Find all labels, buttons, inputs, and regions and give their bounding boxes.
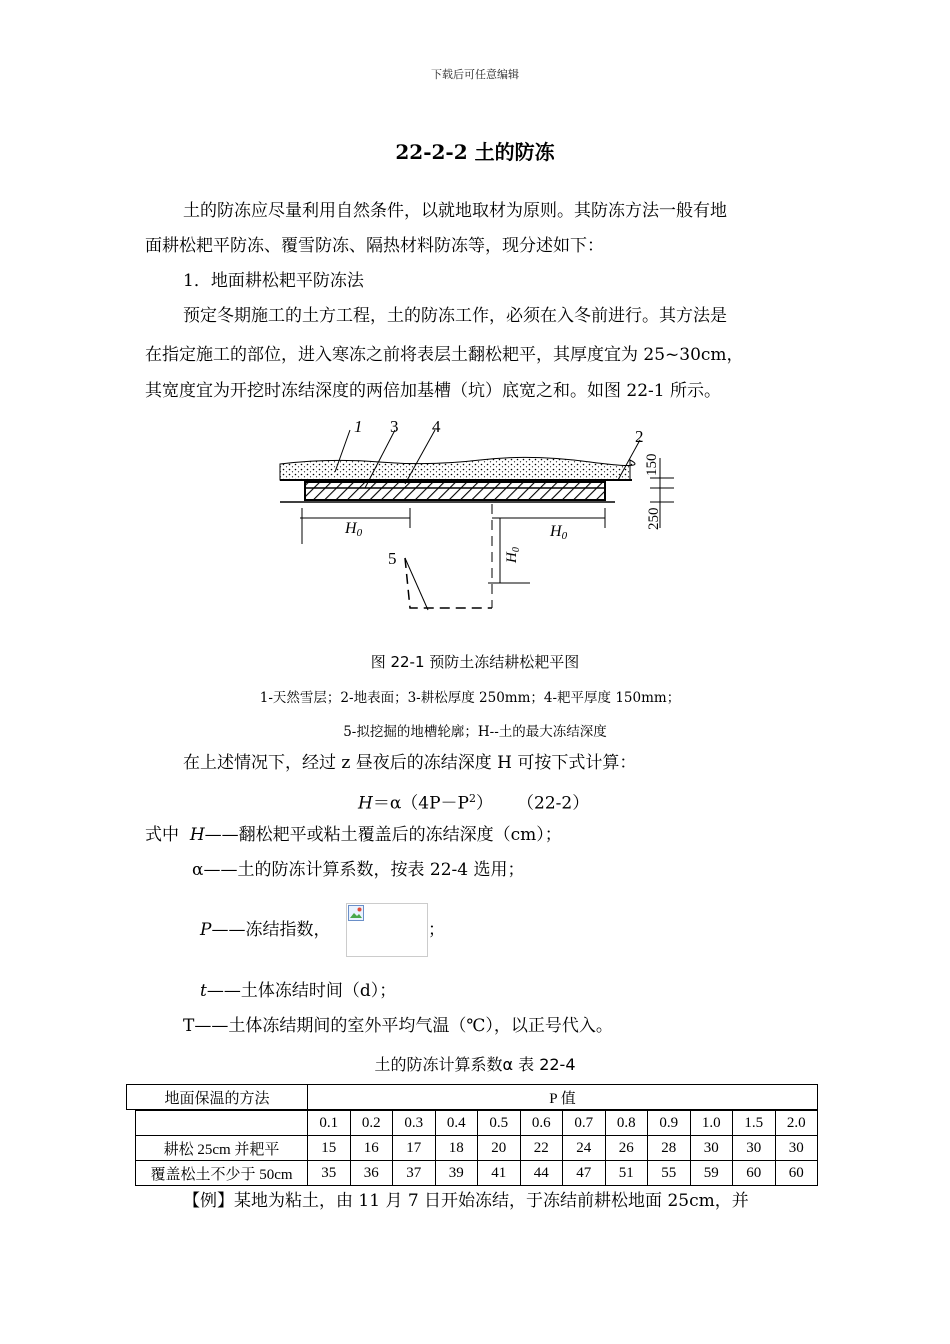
table-cell: 22 [520,1136,563,1161]
table-cell: 51 [605,1161,648,1186]
table-cell [136,1111,308,1136]
table-cell: 47 [563,1161,606,1186]
formula-22-2: $H=\alpha(4P-P^2)$ （22-2） [358,792,590,814]
table-cell: 1.0 [690,1111,733,1136]
snow-layer [280,457,635,480]
table-cell: 24 [563,1136,606,1161]
table-cell: 60 [733,1161,776,1186]
table-cell: 37 [393,1161,436,1186]
paragraph-calc-intro: 在上述情况下，经过 z 昼夜后的冻结深度 H 可按下式计算： [183,753,637,773]
dim-250: 250 [646,507,662,530]
table-cell: 59 [690,1161,733,1186]
table-cell: 0.8 [605,1111,648,1136]
table-cell: 0.5 [478,1111,521,1136]
paragraph-example: 【例】某地为粘土，由 11 月 7 日开始冻结，于冻结前耕松地面 25cm，并 [183,1191,749,1211]
broken-image-icon [348,905,364,921]
label-h0-left: H0 [345,520,363,539]
header-method: 地面保温的方法 [127,1085,308,1110]
paragraph-method-line1: 预定冬期施工的土方工程，土的防冻工作，必须在入冬前进行。其方法是 [183,306,727,326]
table-cell: 39 [435,1161,478,1186]
tilled-layer [305,482,605,500]
table-22-4 [135,1110,818,1186]
table-cell-method: 覆盖松土不少于 50cm [136,1161,308,1186]
label-3: 3 [390,418,399,436]
label-5: 5 [388,549,397,568]
table-cell: 26 [605,1136,648,1161]
table-header-row [126,1084,818,1110]
table-row [136,1161,818,1186]
table-row-p-values [136,1111,818,1136]
table-cell: 30 [690,1136,733,1161]
figure-note-line2: 5-拟挖掘的地槽轮廓；H--土的最大冻结深度 [343,724,607,740]
label-h0-right: H0 [550,523,568,542]
label-2: 2 [635,427,644,446]
section-title: 22-2-2 土的防冻 [395,140,555,164]
table-cell: 28 [648,1136,691,1161]
dim-150: 150 [644,453,660,476]
table-cell: 55 [648,1161,691,1186]
table-cell: 30 [733,1136,776,1161]
table-cell: 44 [520,1161,563,1186]
table-cell: 0.3 [393,1111,436,1136]
table-cell: 0.6 [520,1111,563,1136]
table-cell: 41 [478,1161,521,1186]
table-cell: 2.0 [775,1111,818,1136]
table-cell: 20 [478,1136,521,1161]
label-h0-vertical: $H_0$ [504,547,522,563]
table-cell: 30 [775,1136,818,1161]
table-cell: 15 [308,1136,351,1161]
table-cell: 0.7 [563,1111,606,1136]
label-4: 4 [432,418,441,436]
paragraph-method-line3: 其宽度宜为开挖时冻结深度的两倍加基槽（坑）底宽之和。如图 22-1 所示。 [145,381,721,401]
table-cell: 0.2 [350,1111,393,1136]
paragraph-intro-line2: 面耕松耙平防冻、覆雪防冻、隔热材料防冻等，现分述如下： [145,236,604,256]
subsection-heading: 1．地面耕松耙平防冻法 [183,271,364,291]
page-header: 下载后可任意编辑 [431,68,519,81]
table-cell: 0.9 [648,1111,691,1136]
paragraph-method-line2: 在指定施工的部位，进入寒冻之前将表层土翻松耙平，其厚度宜为 25~30cm， [145,345,744,365]
trench-outline [405,558,492,608]
table-cell-method: 耕松 25cm 并耙平 [136,1136,308,1161]
table-cell: 1.5 [733,1111,776,1136]
definition-p: P——冻结指数， [200,920,331,940]
table-cell: 36 [350,1161,393,1186]
header-p-value: P 值 [308,1085,818,1110]
table-cell: 17 [393,1136,436,1161]
label-1: 1 [354,418,363,436]
table-cell: 16 [350,1136,393,1161]
formula-image-placeholder [346,903,428,957]
definition-p-tail: ； [428,920,445,940]
table-cell: 60 [775,1161,818,1186]
paragraph-intro-line1: 土的防冻应尽量利用自然条件，以就地取材为原则。其防冻方法一般有地 [183,201,727,221]
figure-note-line1: 1-天然雪层；2-地表面；3-耕松厚度 250mm；4-耙平厚度 150mm； [259,690,681,706]
figure-caption: 图 22-1 预防土冻结耕松耙平图 [370,653,580,671]
table-cell: 18 [435,1136,478,1161]
definition-t: t——土体冻结时间（d）； [200,981,397,1001]
table-title: 土的防冻计算系数α 表 22-4 [374,1055,576,1074]
table-cell: 0.4 [435,1111,478,1136]
table-cell: 35 [308,1161,351,1186]
definition-alpha: α——土的防冻计算系数，按表 22-4 选用； [192,860,525,880]
figure-22-1-diagram [270,418,690,618]
definition-T: T——土体冻结期间的室外平均气温（℃），以正号代入。 [183,1016,613,1036]
table-row [136,1136,818,1161]
definition-h: 式中 H——翻松耙平或粘土覆盖后的冻结深度（cm）； [145,825,562,845]
table-cell: 0.1 [308,1111,351,1136]
